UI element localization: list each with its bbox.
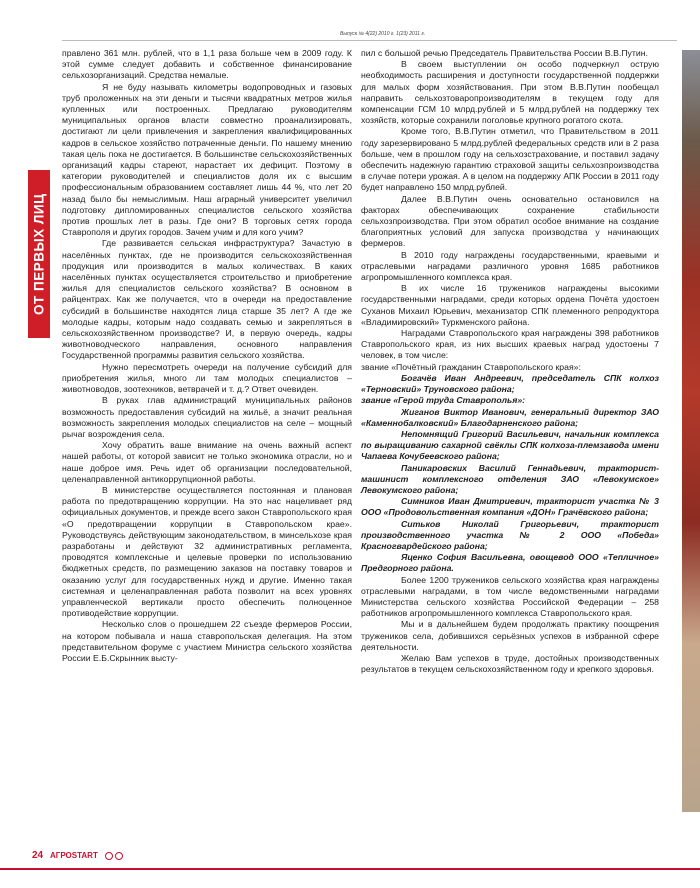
paragraph: В министерстве осуществляется постоянная и плановая работа по предотвращению коррупции. На это нас нацеливает ряд официальных документов, и прежде всего закон Ставропольского края «О предотвращении коррупции в Ставропольском крае». Руководствуясь действующим законодательством, в минсельхозе края разработаны и действуют 32 административных регламента, проводятся комплексные и целевые проверки по использованию бюджетных средств, по размещению заказов на поставку товаров и оказанию услуг для государственных нужд и другие. Именно такая системная и целенаправленная работа позволит на всех уровнях управленческой вертикали просто обеспечить полноценное противодействие коррупции.	[62, 484, 352, 619]
award-category: звание «Герой труда Ставрополья»:	[361, 395, 526, 406]
paragraph: Далее В.В.Путин очень основательно остановился на факторах обеспечивающих сохранение стабильности сельхозпроизводства. При этом обратил особое внимание на создание благоприятных условий для запуска производства у начинающих фермеров.	[361, 193, 659, 249]
award-recipient: Паникаровских Василий Геннадьевич, тракторист-машинист комплексного отделения ЗАО «Левокумское» Левокумского района;	[361, 462, 659, 495]
award-recipient: Ситьков Николай Григорьевич, тракторист производственного участка № 2 ООО «Победа» Красногвардейского района;	[361, 518, 659, 551]
text-column-2	[361, 48, 659, 675]
award-recipient: Яценко София Васильевна, овощевод ООО «Тепличное» Предгорного района.	[361, 552, 659, 574]
paragraph: В 2010 году награждены государственными, краевыми и отраслевыми наградами различного уровня 1685 работников агропромышленного комплекса края.	[361, 249, 659, 283]
award-recipient: Непомнящий Григорий Васильевич, начальник комплекса по выращиванию сахарной свёклы СПК колхоза-племзавода имени Чапаева Кочубеевского района;	[361, 428, 659, 462]
paragraph: Желаю Вам успехов в труде, достойных производственных результатов в текущем сельскохозяйственном году и крепкого здоровья.	[361, 652, 659, 675]
award-recipient: Богачёв Иван Андреевич, председатель СПК колхоз «Терновский» Труновского района;	[361, 372, 659, 395]
magazine-brand: АГРОSTART	[50, 851, 98, 860]
left-margin	[0, 0, 30, 888]
text-column-1	[62, 48, 352, 664]
award-recipient: Жиганов Виктор Иванович, генеральный директор ЗАО «Каменнобалковский» Благодарненского района;	[361, 406, 659, 428]
footer-rule	[0, 868, 700, 870]
section-title: ОТ ПЕРВЫХ ЛИЦ	[31, 193, 47, 315]
paragraph: В их числе 16 тружеников награждены высокими государственными наградами, среди которых ордена Почёта удостоен Суханов Михаил Юрьевич, механизатор СПК племенного репродуктора «Владимировский» Туркменского района.	[361, 283, 659, 327]
paragraph: Несколько слов о прошедшем 22 съезде фермеров России, на котором побывала и наша ставропольская делегация. На этом представительном форуме с участием Министра сельского хозяйства России Е.Б.Скрынник высту-	[62, 619, 352, 663]
copyright-icon	[105, 852, 113, 860]
registered-icon	[115, 852, 123, 860]
paragraph: В руках глав администраций муниципальных районов возможность предоставления субсидий на жильё, а значит реальная возможность закрепления молодых специалистов на селе – мощный рычаг возрождения села.	[62, 395, 352, 439]
paragraph: правлено 361 млн. рублей, что в 1,1 раза больше чем в 2009 году. К этой сумме следует добавить и собственное финансирование сельхозорганизаций. Средства немалые.	[62, 48, 352, 81]
paragraph: Нужно пересмотреть очереди на получение субсидий для приобретения жилья, много ли там молодых специалистов –животноводов, зоотехников, ветврачей и т. д.? Ответ очевиден.	[62, 361, 352, 395]
page-number: 24	[32, 850, 44, 861]
award-category: звание «Почётный гражданин Ставропольского края»:	[361, 361, 581, 372]
header-rule	[62, 40, 677, 41]
issue-info: Выпуск № 4(22) 2010 г. 1(23) 2011 г.	[340, 31, 426, 37]
award-recipient: Симников Иван Дмитриевич, тракторист участка № 3 ООО «Продовольственная компания «ДОН» Грачёвского района;	[361, 496, 659, 518]
paragraph: Наградами Ставропольского края награждены 398 работников Ставропольского края, из них высших краевых наград удостоены 7 человек, в том числе:	[361, 328, 659, 361]
paragraph: пил с большой речью Председатель Правительства России В.В.Путин.	[361, 48, 648, 58]
photo-edge	[682, 50, 700, 812]
paragraph: В своем выступлении он особо подчеркнул острую необходимость расширения и доступности государственной поддержки для малых форм хозяйствования. При этом В.В.Путин пообещал направить сельхозтоваропроизводителям в текущем году для компенсации ГСМ 10 млрд.рублей и 5 млрд.рублей на поддержку тех хозяйств, которые сохранили поголовье крупного рогатого скота.	[361, 59, 659, 126]
paragraph: Мы и в дальнейшем будем продолжать практику поощрения тружеников села, добившихся серьёзных успехов в избранной сфере деятельности.	[361, 619, 659, 652]
paragraph: Кроме того, В.В.Путин отметил, что Правительством в 2011 году зарезервировано 5 млрд.рублей федеральных средств или в 2 раза больше, чем в прошлом году на сельхозстрахование, и поставил задачу обеспечить надежную гарантию страховой защиты сельхозпроизводства в случае потери урожая. А в целом на поддержку АПК России в 2011 году будет направлено 150 млрд.рублей.	[361, 126, 659, 193]
paragraph: Где развивается сельская инфраструктура? Зачастую в населённых пунктах, где не производится сельскохозяйственная продукция или производится в малых количествах. В каких населённых пунктах осуществляется строительство и приобретение жилья для специалистов сельского хозяйства? В основном в райцентрах. Как же получается, что в очереди на предоставление субсидий в большинстве находятся лица старше 35 лет? А где же молодые кадры, которым надо создавать семью и закрепляться в сельскохозяйственном производстве? И, в первую очередь, кадры животноводческого направления, основного направления Государственной программы развития сельского хозяйства.	[62, 238, 352, 361]
paragraph: Хочу обратить ваше внимание на очень важный аспект нашей работы, от которой зависит не только экономика отрасли, но и наше доброе имя. Речь идет об организации последовательной, целенаправленной антикоррупционной работы.	[62, 440, 352, 484]
paragraph: Я не буду называть километры водопроводных и газовых труб проложенных на эти деньги и тысячи квадратных метров жилья купленных или построенных. Предлагаю руководителям муниципальных органов власти совместно проанализировать, достигают ли цели привлечения и закрепления квалифицированных кадров в сельское хозяйство потраченные деньги. По нашему мнению такая цель пока не достигается. В большинстве сельскохозяйственных организаций кадры стареют, нарастает их дефицит. Поэтому в категории руководителей и специалистов доля их с высшим профессиональным образованием составляет лишь 44 %, что лет 20 назад было бы немыслимым. Наш аграрный университет увеличил подготовку дипломированных специалистов сельского хозяйства против прошлых лет в разы. Где они? В торговых сетях города Ставрополя и других городов. Зачем учим и для кого учим?	[62, 81, 352, 238]
paragraph: Более 1200 тружеников сельского хозяйства края награждены отраслевыми наградами, в том числе ведомственными наградами Министерства сельского хозяйства Российской Федерации – 258 работников агропромышленного комплекса Ставропольского края.	[361, 574, 659, 619]
